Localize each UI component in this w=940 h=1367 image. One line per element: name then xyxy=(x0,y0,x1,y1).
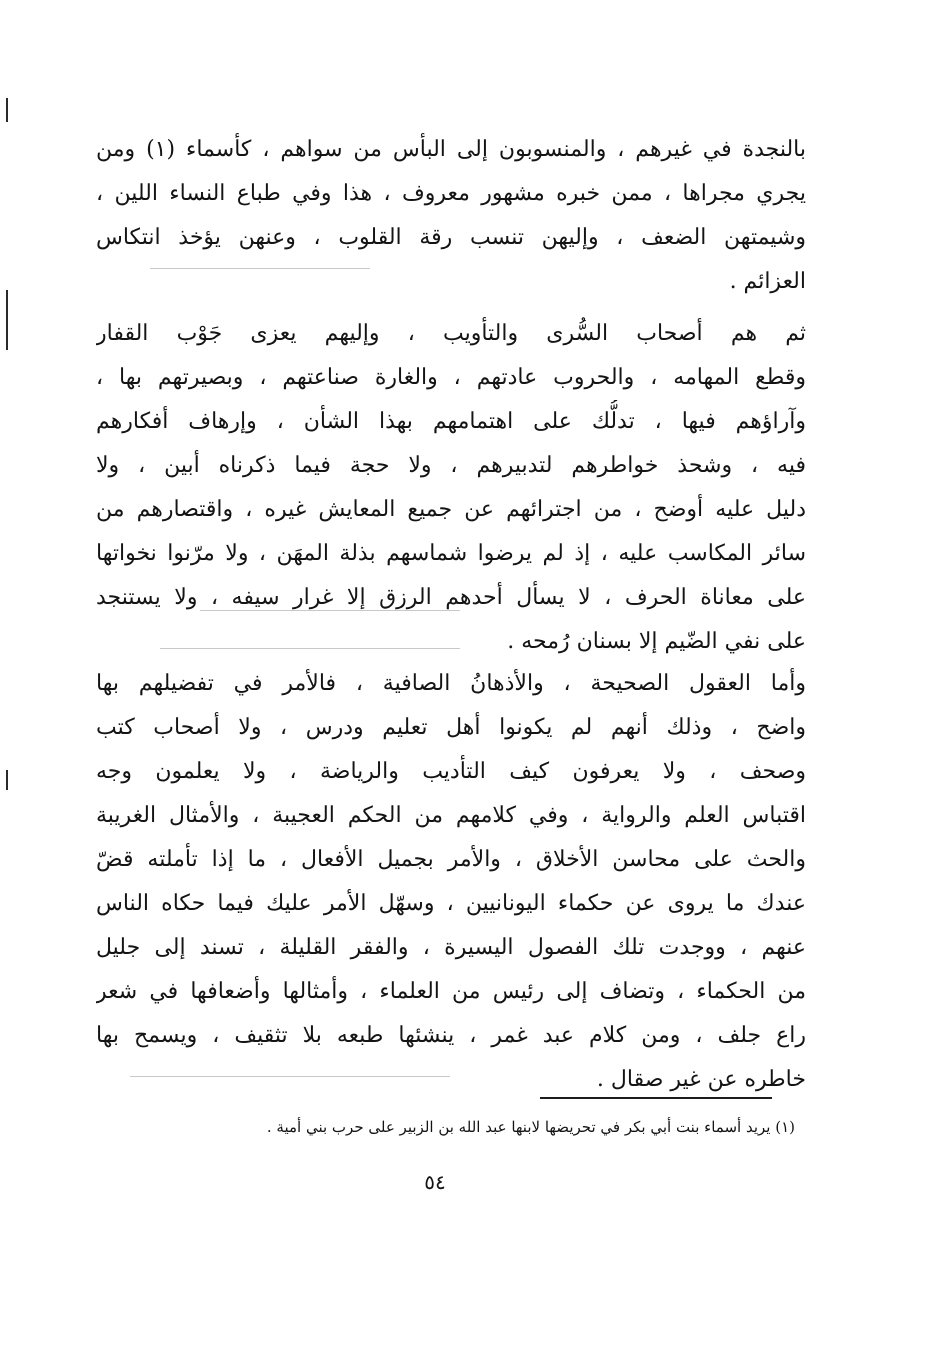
scan-edge-mark xyxy=(6,98,8,122)
text-line: وقطع المهامه ، والحروب عادتهم ، والغارة صناعتهم ، وبصيرتهم بها ، xyxy=(96,365,806,390)
text-line: وشيمتهن الضعف ، وإليهن تنسب رقة القلوب ، وعنهن يؤخذ انتكاس xyxy=(96,225,806,250)
paragraph-1 xyxy=(96,128,806,304)
text-line: يجري مجراها ، ممن خبره مشهور معروف ، هذا وفي طباع النساء اللين ، xyxy=(96,181,806,206)
text-line: العزائم . xyxy=(729,269,806,294)
text-line: راع جلف ، ومن كلام عبد غمر ، ينشئها طبعه بلا تثقيف ، ويسمح بها xyxy=(96,1023,806,1048)
text-line: عنهم ، ووجدت تلك الفصول اليسيرة ، والفقر القليلة ، تسند إلى جليل xyxy=(96,935,806,960)
text-line: وآراؤهم فيها ، تدلُّك على اهتمامهم بهذا الشأن ، وإرهاف أفكارهم xyxy=(96,409,806,434)
text-line: واضح ، وذلك أنهم لم يكونوا أهل تعليم ودرس ، ولا أصحاب كتب xyxy=(96,715,806,740)
text-line: دليل عليه أوضح ، من اجترائهم عن جميع المعايش غيره ، واقتصارهم من xyxy=(96,497,806,522)
scan-edge-mark xyxy=(6,770,8,790)
scan-edge-mark xyxy=(6,290,8,350)
text-line: خاطره عن غير صقال . xyxy=(596,1067,806,1092)
page-number: ٥٤ xyxy=(424,1170,446,1194)
text-line: والحث على محاسن الأخلاق ، والأمر بجميل الأفعال ، ما إذا تأملته قضّ xyxy=(96,847,806,872)
text-line: سائر المكاسب عليه ، إذ لم يرضوا شماسهم بذلة المهَن ، ولا مرّنوا نخواتها xyxy=(96,541,806,566)
paragraph-3 xyxy=(96,662,806,1102)
text-line: فيه ، وشحذ خواطرهم لتدبيرهم ، ولا حجة فيما ذكرناه أبين ، ولا xyxy=(96,453,806,478)
text-line: وأما العقول الصحيحة ، والأذهانُ الصافية ، فالأمر في تفضيلهم بها xyxy=(96,671,806,696)
text-line: بالنجدة في غيرهم ، والمنسوبون إلى البأس من سواهم ، كأسماء (١) ومن xyxy=(96,137,806,162)
paragraph-2 xyxy=(96,312,806,664)
text-line: على نفي الضّيم إلا بسنان رُمحه . xyxy=(507,629,806,654)
text-line: اقتباس العلم والرواية ، وفي كلامهم من الحكم العجيبة ، والأمثال الغريبة xyxy=(96,803,806,828)
text-line: من الحكماء ، وتضاف إلى رئيس من العلماء ، وأمثالها وأضعافها في شعر xyxy=(96,979,806,1004)
text-line: عندك ما يروى عن حكماء اليونانيين ، وسهّل الأمر عليك فيما حكاه الناس xyxy=(96,891,806,916)
text-line: على معاناة الحرف ، لا يسأل أحدهم الرزق إلا غرار سيفه ، ولا يستنجد xyxy=(96,585,806,610)
footnote: (١) يريد أسماء بنت أبي بكر في تحريضها لابنها عبد الله بن الزبير على حرب بني أمية . xyxy=(266,1118,795,1136)
text-line: وصحف ، ولا يعرفون كيف التأديب والرياضة ، ولا يعلمون وجه xyxy=(96,759,806,784)
footnote-divider xyxy=(540,1097,772,1099)
text-line: ثم هم أصحاب السُّرى والتأويب ، وإليهم يعزى جَوْب القفار xyxy=(96,321,806,346)
